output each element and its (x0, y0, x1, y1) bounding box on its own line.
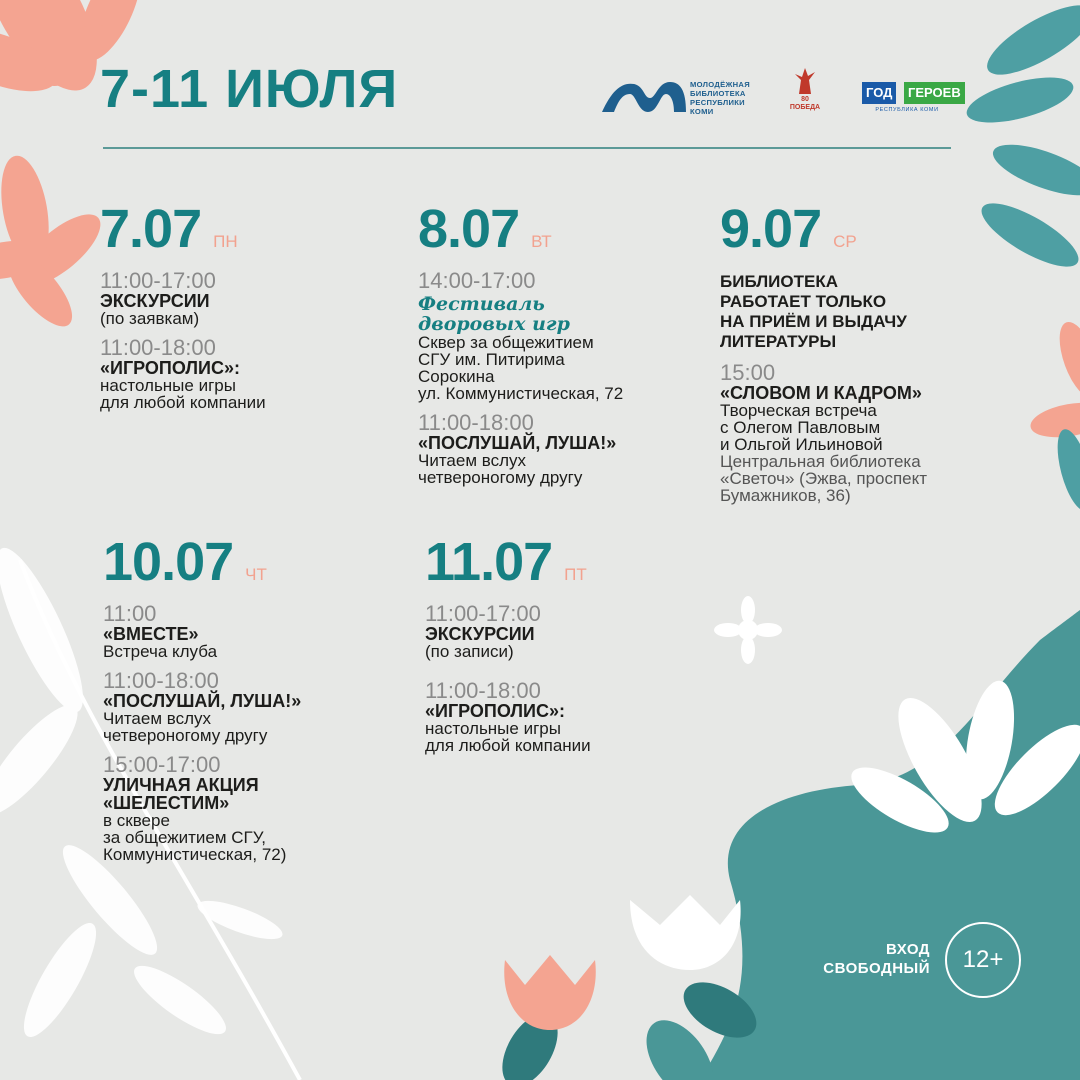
desc-line: СГУ им. Питирима (418, 350, 565, 369)
day-header (103, 532, 301, 592)
day-weekday: СР (833, 232, 857, 251)
name-line: «ШЕЛЕСТИМ» (103, 793, 230, 813)
event (418, 412, 623, 486)
event-desc (418, 452, 623, 486)
event (100, 270, 266, 327)
page-title: 7-11 ИЮЛЯ (100, 59, 399, 119)
year-of-heroes-logo (860, 80, 961, 120)
day-header (720, 199, 927, 259)
desc-line: ул. Коммунистическая, 72 (418, 384, 624, 403)
age-rating-badge: 12+ (945, 922, 1021, 998)
event (720, 362, 927, 504)
event-desc (103, 710, 301, 744)
desc-line: четвероногому другу (418, 468, 583, 487)
day-date: 11.07 (425, 532, 553, 592)
event-time: 11:00 (103, 601, 157, 626)
day-header (425, 532, 591, 592)
script-line: дворовых игр (418, 313, 570, 335)
event (100, 337, 266, 411)
script-line: Фестиваль (418, 293, 545, 315)
event (103, 754, 301, 863)
desc-line: Сорокина (418, 367, 495, 386)
day-card (425, 532, 591, 755)
desc-line: Читаем вслух (103, 709, 212, 728)
event (418, 270, 623, 402)
event-time: 15:00 (720, 360, 776, 385)
notice-line: НА ПРИЁМ И ВЫДАЧУ (720, 312, 907, 331)
day-card (720, 199, 928, 505)
day-weekday: ВТ (531, 232, 552, 251)
notice-line: БИБЛИОТЕКА (720, 272, 838, 291)
monument-icon (789, 66, 821, 96)
day-date: 8.07 (418, 199, 520, 259)
venue-line: Бумажников, 36) (720, 486, 851, 505)
victory-number: 80 (801, 96, 809, 103)
event-name: «СЛОВОМ И КАДРОМ» (720, 383, 922, 403)
victory-80-text (789, 96, 821, 112)
day-header (100, 199, 266, 259)
day-card (100, 199, 266, 412)
desc-line: с Олегом Павловым (720, 418, 881, 437)
desc-line: настольные игры (100, 376, 236, 395)
desc-line: Коммунистическая, 72) (103, 845, 287, 864)
event-name (103, 776, 301, 812)
event-name: «ВМЕСТЕ» (103, 624, 199, 644)
desc-line: для любой компании (425, 736, 591, 755)
desc-line: Сквер за общежитием (418, 333, 594, 352)
event (103, 670, 301, 744)
day-date: 9.07 (720, 199, 822, 259)
event-desc (418, 334, 623, 402)
day-date: 7.07 (100, 199, 202, 259)
event-desc (425, 643, 591, 660)
event-desc (720, 402, 927, 453)
library-logo-line: БИБЛИОТЕКА (690, 89, 746, 98)
desc-line: за общежитием СГУ, (103, 828, 266, 847)
event-desc (425, 720, 591, 754)
event (425, 680, 591, 754)
library-logo-line: РЕСПУБЛИКИ (690, 98, 745, 107)
header-divider (103, 147, 951, 149)
day-weekday: ПН (213, 232, 238, 251)
venue-line: «Светоч» (Эжва, проспект (720, 469, 928, 488)
library-notice (720, 272, 927, 352)
desc-line: для любой компании (100, 393, 266, 412)
event-time: 11:00-18:00 (103, 668, 219, 693)
event-name: ЭКСКУРСИИ (100, 291, 210, 311)
desc-line: Творческая встреча (720, 401, 877, 420)
desc-line: четвероногому другу (103, 726, 268, 745)
event-time: 11:00-18:00 (425, 678, 541, 703)
venue-line: Центральная библиотека (720, 452, 921, 471)
event (425, 603, 591, 660)
event-time: 11:00-18:00 (418, 410, 534, 435)
day-header (418, 199, 623, 259)
library-logo-icon (600, 78, 688, 114)
event-name: «ПОСЛУШАЙ, ЛУША!» (103, 691, 302, 711)
desc-line: настольные игры (425, 719, 561, 738)
event-time: 14:00-17:00 (418, 268, 536, 293)
heroes-sub: РЕСПУБЛИКА КОМИ (875, 107, 939, 113)
desc-line: и Ольгой Ильиновой (720, 435, 883, 454)
event (103, 603, 301, 660)
event-desc (103, 643, 301, 660)
library-logo-line: КОМИ (690, 107, 714, 116)
event-name: «ПОСЛУШАЙ, ЛУША!» (418, 433, 617, 453)
notice-line: РАБОТАЕТ ТОЛЬКО (720, 292, 887, 311)
day-date: 10.07 (103, 532, 234, 592)
event-name: ЭКСКУРСИИ (425, 624, 535, 644)
event-desc (100, 377, 266, 411)
entry-line: СВОБОДНЫЙ (823, 960, 930, 977)
event-desc (100, 310, 266, 327)
event-time: 11:00-17:00 (100, 268, 216, 293)
notice-line: ЛИТЕРАТУРЫ (720, 332, 837, 351)
heroes-left: ГОД (862, 82, 896, 104)
event-time: 11:00-17:00 (425, 601, 541, 626)
day-weekday: ПТ (564, 565, 587, 584)
day-card (418, 199, 624, 487)
entry-line: ВХОД (885, 941, 930, 958)
day-weekday: ЧТ (245, 565, 267, 584)
event-name: «ИГРОПОЛИС»: (425, 701, 565, 721)
heroes-right: ГЕРОЕВ (904, 82, 965, 104)
desc-line: в сквере (103, 811, 170, 830)
event-time: 11:00-18:00 (100, 335, 216, 360)
library-logo-line: МОЛОДЁЖНАЯ (690, 80, 750, 89)
library-logo (600, 78, 760, 118)
event-venue (720, 453, 927, 504)
victory-80-logo (789, 66, 821, 120)
day-card (103, 532, 302, 864)
event-name: «ИГРОПОЛИС»: (100, 358, 240, 378)
victory-word: ПОБЕДА (789, 104, 821, 111)
desc-line: (по записи) (425, 642, 514, 661)
free-entry-label (800, 940, 930, 978)
event-desc (103, 812, 301, 863)
festival-title (418, 294, 623, 334)
library-logo-text (690, 80, 750, 116)
desc-line: Читаем вслух (418, 451, 527, 470)
name-line: УЛИЧНАЯ АКЦИЯ (103, 775, 259, 795)
desc-line: (по заявкам) (100, 309, 200, 328)
event-time: 15:00-17:00 (103, 752, 221, 777)
desc-line: Встреча клуба (103, 642, 218, 661)
